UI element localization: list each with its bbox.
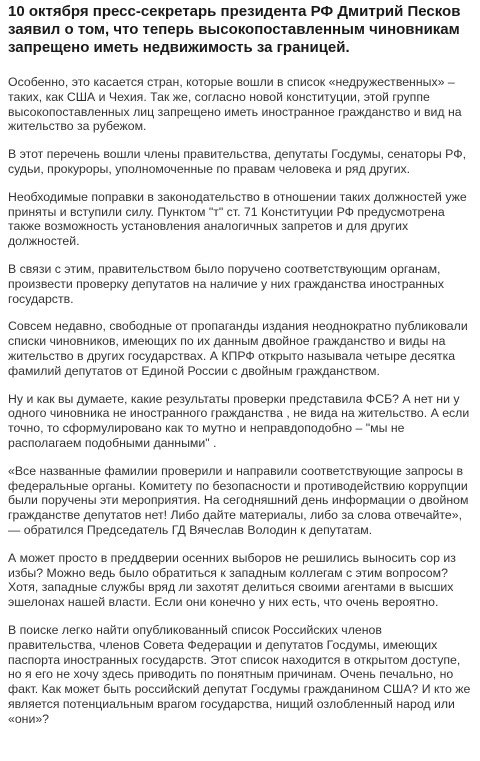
article-paragraph: Особенно, это касается стран, которые вошли в список «недружественных» – таких, как США и Чехия. Так же, согласно новой конституции, этой группе высокопоставленных лиц запрещено иметь иностранное гражданство и вид на жительство за рубежом. [8, 75, 462, 134]
article-paragraph: В связи с этим, правительством было поручено соответствующим органам, произвести проверку депутатов на наличие у них гражданства иностранных государств. [8, 261, 444, 306]
article-paragraph: «Все названные фамилии проверили и направили соответствующие запросы в федеральные органы. Комитету по безопасности и противодействию коррупции были поручены эти мероприятия. На сегодняшний день информации о двойном гражданстве депутатов нет! Либо дайте материалы, либо за слова отвечайте», — обратился Председатель ГД Вячеслав Володин к депутатам. [8, 463, 469, 537]
article-paragraph: Необходимые поправки в законодательство в отношении таких должностей уже приняты и вступили силу. Пунктом "т" ст. 71 Конституции РФ предусмотрена также возможность установления аналогичных запретов и для других должностей. [8, 189, 467, 249]
article-paragraph: В этот перечень вошли члены правительства, депутаты Госдумы, сенаторы РФ, судьи, прокуроры, уполномоченные по правам человека и ряд других. [8, 147, 466, 176]
article-paragraph: В поиске легко найти опубликованный список Российских членов правительства, членов Совета Федерации и депутатов Госдумы, имеющих паспорта иностранных государств. Этот список находится в открытом доступе, но я его не хочу здесь приводить по понятным причинам. Очень печально, но факт. Как может быть российский депутат Госдумы гражданином США? И кто же является потенциальным врагом государства, нищий озлобленный народ или «они»? [8, 622, 471, 726]
article-paragraph: Ну и как вы думаете, какие результаты проверки представила ФСБ? А нет ни у одного чиновника не иностранного гражданства , не вида на жительство. А если точно, то сформулировано как то мутно и неправдоподобно – "мы не располагаем подобными данными" . [8, 391, 470, 450]
article-headline: 10 октября пресс-секретарь президента РФ Дмитрий Песков заявил о том, что теперь высокопоставленным чиновникам запрещено иметь недвижимость за границей. [8, 3, 461, 56]
article-paragraph: Совсем недавно, свободные от пропаганды издания неоднократно публиковали списки чиновников, имеющих по их данным двойное гражданство и виды на жительство в других государствах. А КПРФ открыто называла четыре десятка фамилий депутатов от Единой России с двойным гражданством. [8, 319, 468, 378]
article-paragraph: А может просто в преддверии осенних выборов не решились выносить сор из избы? Можно ведь было обратиться к западным коллегам с этим вопросом? Хотя, западные службы вряд ли захотят делиться своими агентами в высших эшелонах нашей власти. Если они конечно у них есть, что очень вероятно. [8, 550, 456, 610]
